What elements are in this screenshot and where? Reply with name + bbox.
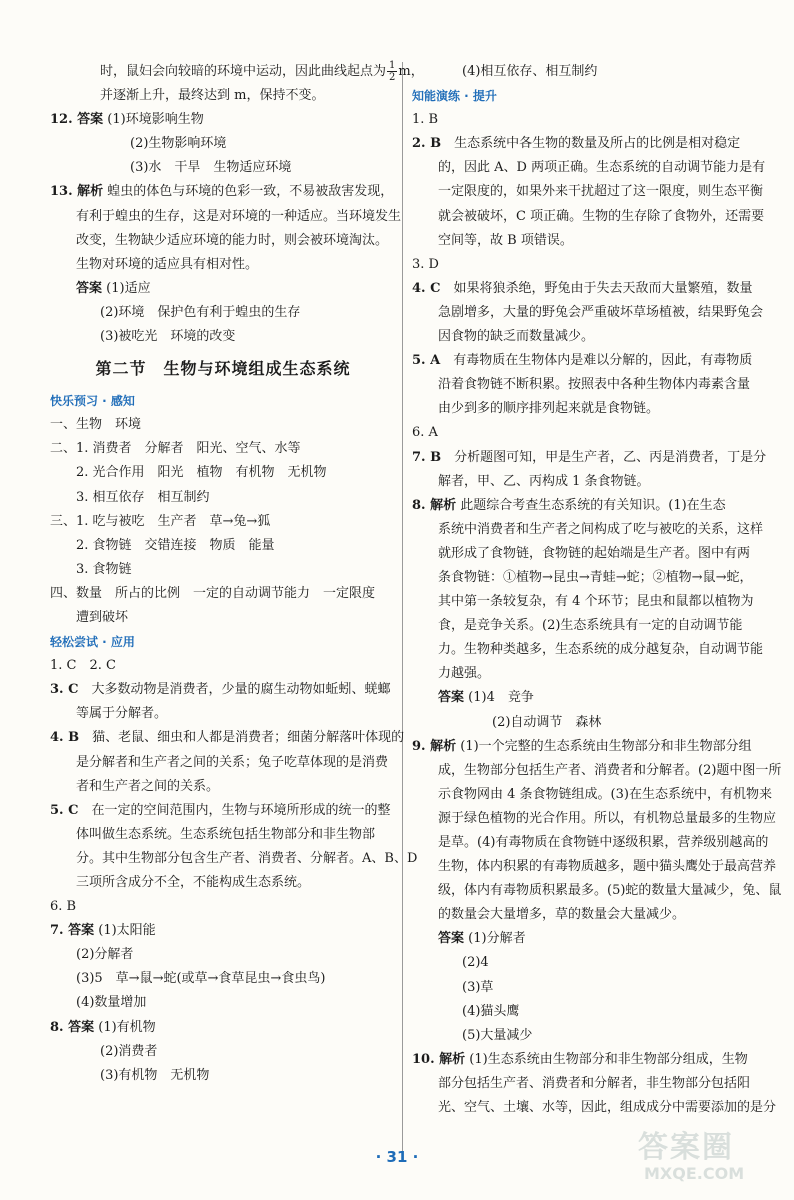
- text-line: 分。其中生物部分包含生产者、消费者、分解者。A、B、D: [76, 850, 418, 866]
- text-line: (3)被吃光 环境的改变: [100, 329, 236, 345]
- answer-item-3: 3. C 大多数动物是消费者，少量的腐生动物如蚯蚓、蜣螂: [50, 682, 391, 698]
- text-line: 食，是竞争关系。(2)生态系统具有一定的自动调节能: [438, 618, 743, 634]
- text-line: 2. 食物链 交错连接 物质 能量: [76, 537, 275, 553]
- text-line: 急剧增多，大量的野兔会严重破坏草场植被，结果野兔会: [438, 304, 764, 320]
- text-line: (4)猫头鹰: [462, 1003, 520, 1019]
- text-line: 二、1. 消费者 分解者 阳光、空气、水等: [50, 441, 301, 457]
- text-line: (3)有机物 无机物: [100, 1067, 210, 1083]
- text-line: 的，因此 A、D 两项正确。生态系统的自动调节能力是有: [438, 160, 766, 176]
- text-line: 的数量会大量增多，草的数量会大量减少。: [438, 907, 686, 923]
- text-line: 时，鼠妇会向较暗的环境中运动，因此曲线起点为 $\frac{1}{2}$ m，: [100, 60, 424, 83]
- answer-item-5: 5. C 在一定的空间范围内，生物与环境所形成的统一的整: [50, 802, 391, 818]
- text-line: 一定限度的，如果外来干扰超过了这一限度，则生态平衡: [438, 184, 764, 200]
- text-line: 成，生物部分包括生产者、消费者和分解者。(2)题中图一所: [438, 762, 782, 778]
- text-line: 就会被破坏，C 项正确。生物的生存除了食物外，还需要: [438, 208, 765, 224]
- page-number: · 31 ·: [375, 1148, 419, 1166]
- text-line: 三、1. 吃与被吃 生产者 草→兔→狐: [50, 513, 271, 529]
- text-line: 因食物的缺乏而数量减少。: [438, 329, 595, 345]
- answer-item-7: 7. 答案 (1)太阳能: [50, 923, 156, 939]
- text-line: 3. 相互依存 相互制约: [76, 489, 210, 505]
- text-line: (2)分解者: [76, 947, 134, 963]
- text-line: 就形成了食物链，食物链的起始端是生产者。图中有两: [438, 545, 751, 561]
- text-line: 光、空气、土壤、水等，因此，组成成分中需要添加的是分: [438, 1100, 777, 1116]
- text-line: 1. B: [412, 112, 439, 128]
- answer-label: 答案 (1)4 竞争: [438, 690, 534, 706]
- right-column: [412, 60, 782, 1120]
- subsection-label: 快乐预习 · 感知: [50, 394, 135, 409]
- text-line: 2. 光合作用 阳光 植物 有机物 无机物: [76, 465, 327, 481]
- text-line: 6. A: [412, 425, 438, 441]
- text-line: 系统中消费者和生产者之间构成了吃与被吃的关系，这样: [438, 521, 764, 537]
- text-line: 等属于分解者。: [76, 706, 168, 722]
- watermark-logo: 答案圈 MXQE.COM: [638, 1130, 745, 1183]
- fraction: $\frac{1}{2}$: [389, 60, 396, 83]
- answer-item-12: 12. 答案 (1)环境影响生物: [50, 112, 204, 128]
- text-line: 一、生物 环境: [50, 417, 142, 433]
- text-line: 遭到破坏: [76, 609, 129, 625]
- answer-item-8r: 8. 解析 此题综合考查生态系统的有关知识。(1)在生态: [412, 497, 726, 513]
- text-line: (2)4: [462, 955, 489, 971]
- text-line: 四、数量 所占的比例 一定的自动调节能力 一定限度: [50, 585, 376, 601]
- text-line: 解者，甲、乙、丙构成 1 条食物链。: [438, 473, 650, 489]
- text-line: 3. 食物链: [76, 561, 132, 577]
- text-line: 部分包括生产者、消费者和分解者，非生物部分包括阳: [438, 1075, 751, 1091]
- text-line: 三项所含成分不全，不能构成生态系统。: [76, 875, 311, 890]
- answer-label: 答案 (1)适应: [76, 280, 151, 296]
- text-line: (2)生物影响环境: [130, 136, 227, 152]
- text-line: 生物对环境的适应具有相对性。: [76, 256, 259, 272]
- text-line: 源于绿色植物的光合作用。所以，有机物总量最多的生物应: [438, 810, 777, 826]
- text-line: (3)草: [462, 979, 494, 995]
- text-line: 其中第一条较复杂，有 4 个环节；昆虫和鼠都以植物为: [438, 594, 754, 610]
- text-line: 有利于蝗虫的生存，这是对环境的一种适应。当环境发生: [76, 208, 402, 224]
- text-line: 生物，体内积累的有毒物质越多，题中猫头鹰处于最高营养: [438, 859, 777, 875]
- answer-item-7r: 7. B 分析题图可知，甲是生产者，乙、丙是消费者，丁是分: [412, 449, 767, 465]
- text-line: (2)环境 保护色有利于蝗虫的生存: [100, 304, 301, 320]
- text-line: (2)自动调节 森林: [492, 714, 602, 730]
- text-line: 是草。(4)有毒物质在食物链中逐级积累，营养级别越高的: [438, 835, 769, 850]
- answer-item-8: 8. 答案 (1)有机物: [50, 1019, 156, 1035]
- text-line: (2)消费者: [100, 1043, 158, 1059]
- text-line: 力越强。: [438, 666, 491, 682]
- text-line: 由少到多的顺序排列起来就是食物链。: [438, 401, 660, 417]
- text-line: (5)大量减少: [462, 1027, 533, 1043]
- section-heading: 第二节 生物与环境组成生态系统: [95, 359, 351, 379]
- text-line: (4)数量增加: [76, 995, 147, 1011]
- text-line: 条食物链：①植物→昆虫→青蛙→蛇；②植物→鼠→蛇，: [438, 569, 753, 585]
- answer-label: 答案 (1)分解者: [438, 931, 526, 947]
- text-line: 3. D: [412, 256, 439, 272]
- answer-item-13: 13. 解析 蝗虫的体色与环境的色彩一致，不易被敌害发现，: [50, 184, 394, 200]
- answer-item-4: 4. B 猫、老鼠、细虫和人都是消费者；细菌分解落叶体现的: [50, 730, 405, 746]
- answer-item-9: 9. 解析 (1)一个完整的生态系统由生物部分和非生物部分组: [412, 738, 752, 754]
- text-line: 力。生物种类越多，生态系统的成分越复杂，自动调节能: [438, 642, 764, 658]
- text-line: 6. B: [50, 899, 77, 915]
- text-line: 级，体内有毒物质积累最多。(5)蛇的数量大量减少，兔、鼠: [438, 883, 782, 899]
- answer-item-2: 2. B 生态系统中各生物的数量及所占的比例是相对稳定: [412, 136, 741, 152]
- answer-item-4r: 4. C 如果将狼杀绝，野兔由于失去天敌而大量繁殖，数量: [412, 280, 753, 296]
- text-line: (4)相互依存、相互制约: [462, 64, 598, 79]
- text-line: 示食物网由 4 条食物链组成。(3)在生态系统中，有机物来: [438, 786, 772, 802]
- text-line: (3)水 干旱 生物适应环境: [130, 160, 292, 176]
- text-line: 改变，生物缺少适应环境的能力时，则会被环境淘汰。: [76, 232, 389, 248]
- answer-item-5r: 5. A 有毒物质在生物体内是难以分解的，因此，有毒物质: [412, 353, 753, 369]
- text-line: 体叫做生态系统。生态系统包括生物部分和非生物部: [76, 826, 376, 842]
- answer-item-10: 10. 解析 (1)生态系统由生物部分和非生物部分组成，生物: [412, 1051, 748, 1067]
- subsection-label: 轻松尝试 · 应用: [50, 635, 135, 650]
- text-line: 1. C 2. C: [50, 658, 116, 674]
- left-column: [50, 60, 424, 1088]
- text-line: (3)5 草→鼠→蛇(或草→食草昆虫→食虫鸟): [76, 971, 326, 987]
- text-line: 并逐渐上升，最终达到 m，保持不变。: [100, 88, 325, 104]
- text-line: 沿着食物链不断积累。按照表中各种生物体内毒素含量: [438, 377, 751, 393]
- text-line: 者和生产者之间的关系。: [76, 778, 220, 794]
- text-line: 空间等，故 B 项错误。: [438, 232, 573, 248]
- text-line: 是分解者和生产者之间的关系；兔子吃草体现的是消费: [76, 754, 389, 770]
- column-divider: [402, 62, 403, 1162]
- subsection-label: 知能演练 · 提升: [412, 89, 497, 104]
